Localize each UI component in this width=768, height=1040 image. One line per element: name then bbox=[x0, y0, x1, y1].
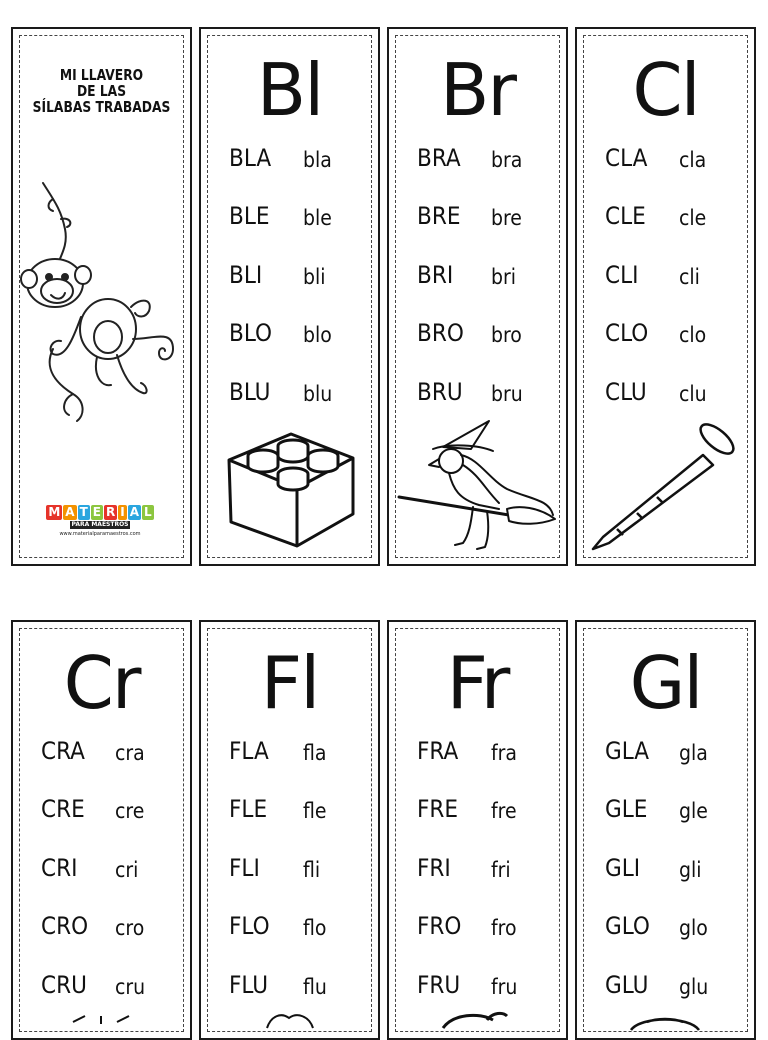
syllable-row bbox=[201, 736, 378, 794]
syllable-row bbox=[389, 143, 566, 201]
logo-letter: I bbox=[120, 505, 125, 519]
syllable-row bbox=[389, 911, 566, 969]
syllable-uppercase: CLA bbox=[605, 144, 648, 172]
syllable-list bbox=[201, 736, 378, 1028]
syllable-uppercase: FRI bbox=[417, 853, 451, 882]
card-heading: Bl bbox=[256, 48, 323, 132]
syllable-row bbox=[389, 853, 566, 911]
fruit-icon bbox=[389, 1010, 566, 1030]
syllable-row bbox=[201, 853, 378, 911]
syllable-lowercase: cru bbox=[115, 974, 146, 999]
syllable-row bbox=[577, 736, 754, 794]
syllable-lowercase: fli bbox=[303, 857, 321, 882]
syllable-lowercase: clu bbox=[679, 381, 707, 406]
syllable-uppercase: BLI bbox=[229, 260, 263, 289]
card-heading: Fr bbox=[446, 641, 509, 725]
witch-on-broom-icon bbox=[389, 419, 566, 559]
syllable-row bbox=[577, 853, 754, 911]
syllable-row bbox=[201, 318, 378, 376]
syllable-lowercase: flo bbox=[303, 916, 327, 941]
card-gl bbox=[575, 620, 756, 1040]
syllable-list bbox=[201, 143, 378, 435]
syllable-row bbox=[389, 318, 566, 376]
logo-letter: R bbox=[105, 505, 116, 519]
syllable-uppercase: BLO bbox=[229, 319, 272, 348]
syllable-list bbox=[389, 143, 566, 435]
syllable-uppercase: BLU bbox=[229, 377, 271, 406]
syllable-row bbox=[389, 260, 566, 318]
syllable-uppercase: GLO bbox=[605, 912, 650, 941]
syllable-lowercase: fru bbox=[491, 974, 518, 999]
card-fl bbox=[199, 620, 380, 1040]
syllable-uppercase: CLI bbox=[605, 260, 639, 289]
syllable-row bbox=[201, 794, 378, 852]
syllable-uppercase: GLI bbox=[605, 853, 641, 882]
syllable-lowercase: cle bbox=[679, 206, 707, 231]
syllable-uppercase: FRA bbox=[417, 737, 459, 765]
logo-letter: M bbox=[48, 505, 61, 519]
logo-letter: L bbox=[144, 505, 152, 519]
syllable-lowercase: blu bbox=[303, 381, 333, 406]
syllable-uppercase: FRO bbox=[417, 912, 462, 941]
card-heading: Cr bbox=[63, 641, 140, 725]
syllable-uppercase: GLA bbox=[605, 737, 650, 765]
syllable-lowercase: gli bbox=[679, 857, 702, 882]
card-cr bbox=[11, 620, 192, 1040]
syllable-row bbox=[577, 911, 754, 969]
syllable-row bbox=[13, 853, 190, 911]
syllable-lowercase: bla bbox=[303, 148, 332, 172]
syllable-row bbox=[13, 911, 190, 969]
syllable-uppercase: CLU bbox=[605, 377, 647, 406]
syllable-lowercase: bru bbox=[491, 381, 523, 406]
syllable-lowercase: gla bbox=[679, 741, 708, 765]
card-heading: Br bbox=[440, 48, 515, 132]
syllable-row bbox=[201, 260, 378, 318]
syllable-uppercase: BRI bbox=[417, 260, 454, 289]
syllable-lowercase: fre bbox=[491, 799, 517, 824]
card-bl bbox=[199, 27, 380, 566]
syllable-uppercase: CLE bbox=[605, 202, 646, 231]
syllable-lowercase: bra bbox=[491, 148, 523, 172]
syllable-uppercase: BLE bbox=[229, 202, 270, 231]
syllable-row bbox=[389, 736, 566, 794]
nail-icon bbox=[577, 419, 754, 559]
toy-brick-icon bbox=[201, 414, 378, 554]
syllable-uppercase: BRE bbox=[417, 202, 461, 231]
syllable-lowercase: fla bbox=[303, 741, 327, 765]
syllable-uppercase: CRU bbox=[41, 970, 87, 999]
card-heading: Fl bbox=[260, 641, 319, 725]
syllable-row bbox=[577, 794, 754, 852]
logo-subtitle: PARA MAESTROS bbox=[71, 521, 129, 528]
syllable-uppercase: FLU bbox=[229, 970, 269, 999]
syllable-list bbox=[577, 143, 754, 435]
syllable-row bbox=[13, 794, 190, 852]
syllable-uppercase: FLA bbox=[229, 737, 269, 765]
crown-icon bbox=[13, 1014, 190, 1034]
syllable-row bbox=[577, 143, 754, 201]
syllable-row bbox=[389, 794, 566, 852]
card-heading: Cl bbox=[632, 48, 699, 132]
syllable-row bbox=[577, 260, 754, 318]
syllable-uppercase: BRU bbox=[417, 377, 463, 406]
syllable-lowercase: bri bbox=[491, 264, 517, 289]
syllable-uppercase: CRE bbox=[41, 795, 85, 824]
syllable-lowercase: bro bbox=[491, 323, 522, 348]
syllable-list bbox=[389, 736, 566, 1028]
syllable-uppercase: CLO bbox=[605, 319, 649, 348]
card-br bbox=[387, 27, 568, 566]
syllable-list bbox=[13, 736, 190, 1028]
globe-icon bbox=[577, 1012, 754, 1032]
syllable-row bbox=[201, 143, 378, 201]
keychain-title: MI LLAVERO DE LAS SÍLABAS TRABADAS bbox=[32, 66, 171, 116]
syllable-lowercase: cla bbox=[679, 148, 707, 172]
syllable-uppercase: CRA bbox=[41, 737, 85, 765]
syllable-uppercase: CRI bbox=[41, 853, 78, 882]
syllable-lowercase: fro bbox=[491, 916, 517, 941]
card-cl bbox=[575, 27, 756, 566]
syllable-row bbox=[577, 201, 754, 259]
syllable-uppercase: FRU bbox=[417, 970, 461, 999]
logo-letter: E bbox=[92, 505, 101, 519]
syllable-uppercase: FRE bbox=[417, 795, 459, 824]
syllable-row bbox=[13, 736, 190, 794]
syllable-lowercase: bli bbox=[303, 264, 326, 289]
logo-letter: A bbox=[129, 505, 139, 519]
syllable-lowercase: glo bbox=[679, 916, 708, 941]
syllable-lowercase: gle bbox=[679, 799, 708, 824]
syllable-lowercase: fri bbox=[491, 857, 511, 882]
syllable-row bbox=[389, 201, 566, 259]
card-fr bbox=[387, 620, 568, 1040]
syllable-lowercase: clo bbox=[679, 323, 707, 348]
syllable-lowercase: glu bbox=[679, 974, 709, 999]
syllable-lowercase: ble bbox=[303, 206, 332, 231]
syllable-lowercase: bre bbox=[491, 206, 522, 231]
syllable-uppercase: FLI bbox=[229, 853, 260, 882]
syllable-uppercase: BRA bbox=[417, 144, 461, 172]
syllable-lowercase: blo bbox=[303, 323, 332, 348]
syllable-row bbox=[577, 318, 754, 376]
logo-url: www.materialparamaestros.com bbox=[59, 531, 141, 537]
syllable-row bbox=[201, 201, 378, 259]
card-heading: Gl bbox=[629, 641, 702, 725]
syllable-row bbox=[201, 911, 378, 969]
syllable-uppercase: GLU bbox=[605, 970, 649, 999]
syllable-lowercase: cro bbox=[115, 916, 145, 941]
syllable-uppercase: GLE bbox=[605, 795, 648, 824]
logo-wordmark bbox=[45, 505, 155, 520]
syllable-list bbox=[577, 736, 754, 1028]
syllable-uppercase: FLO bbox=[229, 912, 270, 941]
syllable-uppercase: FLE bbox=[229, 795, 268, 824]
syllable-lowercase: fle bbox=[303, 799, 327, 824]
syllable-lowercase: flu bbox=[303, 974, 327, 999]
syllable-uppercase: CRO bbox=[41, 912, 89, 941]
syllable-lowercase: cra bbox=[115, 741, 145, 765]
syllable-lowercase: cli bbox=[679, 264, 700, 289]
monkey-icon bbox=[13, 179, 190, 429]
title-card bbox=[11, 27, 192, 566]
logo-letter: A bbox=[65, 505, 75, 519]
publisher-logo bbox=[45, 505, 155, 547]
logo-letter: T bbox=[79, 505, 88, 519]
syllable-uppercase: BLA bbox=[229, 144, 272, 172]
flower-icon bbox=[201, 1010, 378, 1030]
syllable-lowercase: cre bbox=[115, 799, 145, 824]
syllable-uppercase: BRO bbox=[417, 319, 464, 348]
syllable-lowercase: fra bbox=[491, 741, 517, 765]
syllable-lowercase: cri bbox=[115, 857, 139, 882]
